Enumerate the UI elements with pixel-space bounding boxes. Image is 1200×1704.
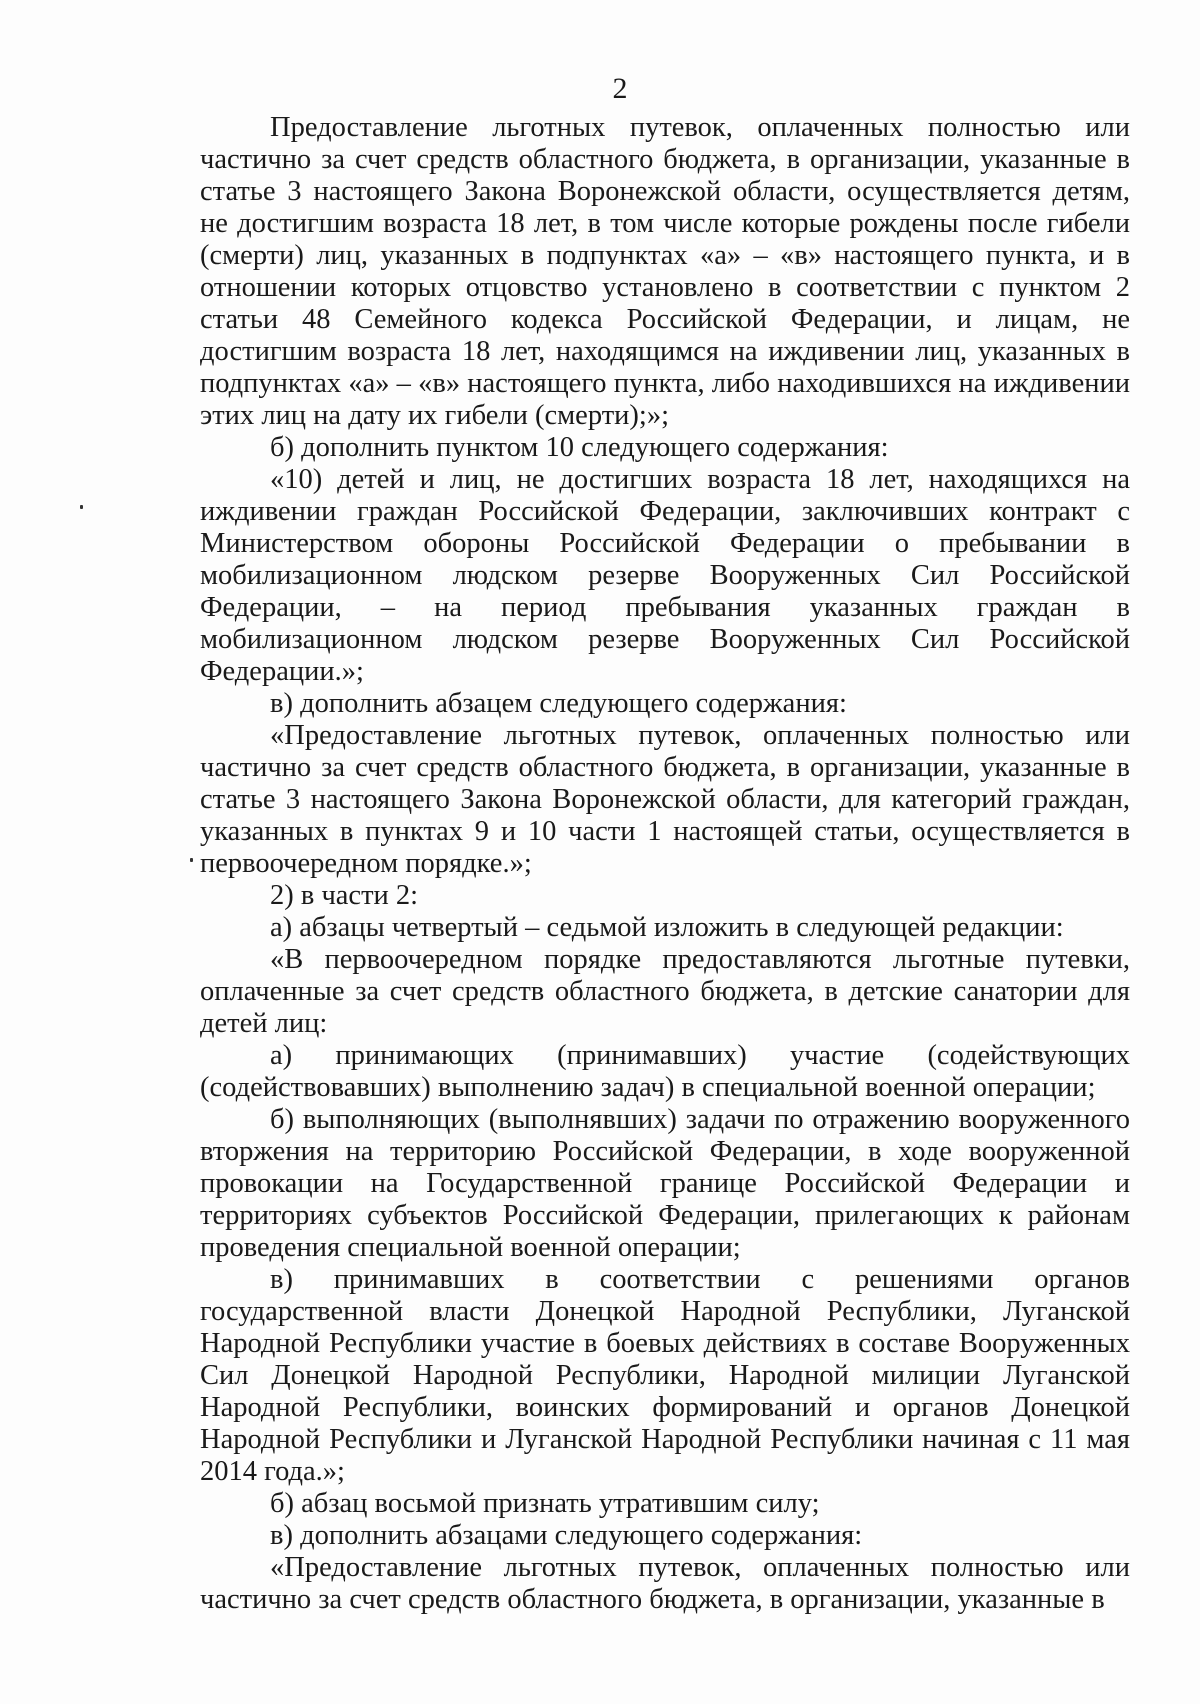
paragraph-11: в) принимавших в соответствии с решениями органов государственной власти Донецкой Народной Республики, Луганской Народной Республики участие в боевых действиях в составе Вооруженных Сил Донецкой Народной Республики, Народной милиции Луганской Народной Республики, воинских формирований и органов Донецкой Народной Республики и Луганской Народной Республики начиная с 11 мая 2014 года.»; <box>200 1264 1130 1487</box>
paragraph-14: «Предоставление льготных путевок, оплаченных полностью или частично за счет средств областного бюджета, в организации, указанные в <box>200 1552 1130 1615</box>
page-number: 2 <box>612 72 628 105</box>
paragraph-7: а) абзацы четвертый – седьмой изложить в следующей редакции: <box>270 912 1064 943</box>
paragraph-4: в) дополнить абзацем следующего содержания: <box>270 688 847 719</box>
paragraph-1: Предоставление льготных путевок, оплаченных полностью или частично за счет средств областного бюджета, в организации, указанные в статье 3 настоящего Закона Воронежской области, осуществляется детям, не достигшим возраста 18 лет, в том числе которые рождены после гибели (смерти) лиц, указанных в подпунктах «а» – «в» настоящего пункта, и в отношении которых отцовство установлено в соответствии с пунктом 2 статьи 48 Семейного кодекса Российской Федерации, и лицам, не достигшим возраста 18 лет, находящимся на иждивении лиц, указанных в подпунктах «а» – «в» настоящего пункта, либо находившихся на иждивении этих лиц на дату их гибели (смерти);»; <box>200 112 1130 431</box>
scan-speck <box>80 505 83 509</box>
scan-speck <box>190 858 193 862</box>
paragraph-3: «10) детей и лиц, не достигших возраста 18 лет, находящихся на иждивении граждан Российской Федерации, заключивших контракт с Министерством обороны Российской Федерации о пребывании в мобилизационном людском резерве Вооруженных Сил Российской Федерации, – на период пребывания указанных граждан в мобилизационном людском резерве Вооруженных Сил Российской Федерации.»; <box>200 464 1130 687</box>
paragraph-13: в) дополнить абзацами следующего содержания: <box>270 1520 863 1551</box>
paragraph-10: б) выполняющих (выполнявших) задачи по отражению вооруженного вторжения на территорию Российской Федерации, в ходе вооруженной провокации на Государственной границе Российской Федерации и территориях субъектов Российской Федерации, прилегающих к районам проведения специальной военной операции; <box>200 1104 1130 1263</box>
paragraph-8: «В первоочередном порядке предоставляются льготные путевки, оплаченные за счет средств областного бюджета, в детские санатории для детей лиц: <box>200 944 1130 1039</box>
document-body <box>200 112 1130 1616</box>
paragraph-5: «Предоставление льготных путевок, оплаченных полностью или частично за счет средств областного бюджета, в организации, указанные в статье 3 настоящего Закона Воронежской области, для категорий граждан, указанных в пунктах 9 и 10 части 1 настоящей статьи, осуществляется в первоочередном порядке.»; <box>200 720 1130 879</box>
paragraph-6: 2) в части 2: <box>270 880 419 911</box>
paragraph-2: б) дополнить пунктом 10 следующего содержания: <box>270 432 889 463</box>
paragraph-9: а) принимающих (принимавших) участие (содействующих (содействовавших) выполнению задач) в специальной военной операции; <box>200 1040 1130 1103</box>
paragraph-12: б) абзац восьмой признать утратившим силу; <box>270 1488 820 1519</box>
